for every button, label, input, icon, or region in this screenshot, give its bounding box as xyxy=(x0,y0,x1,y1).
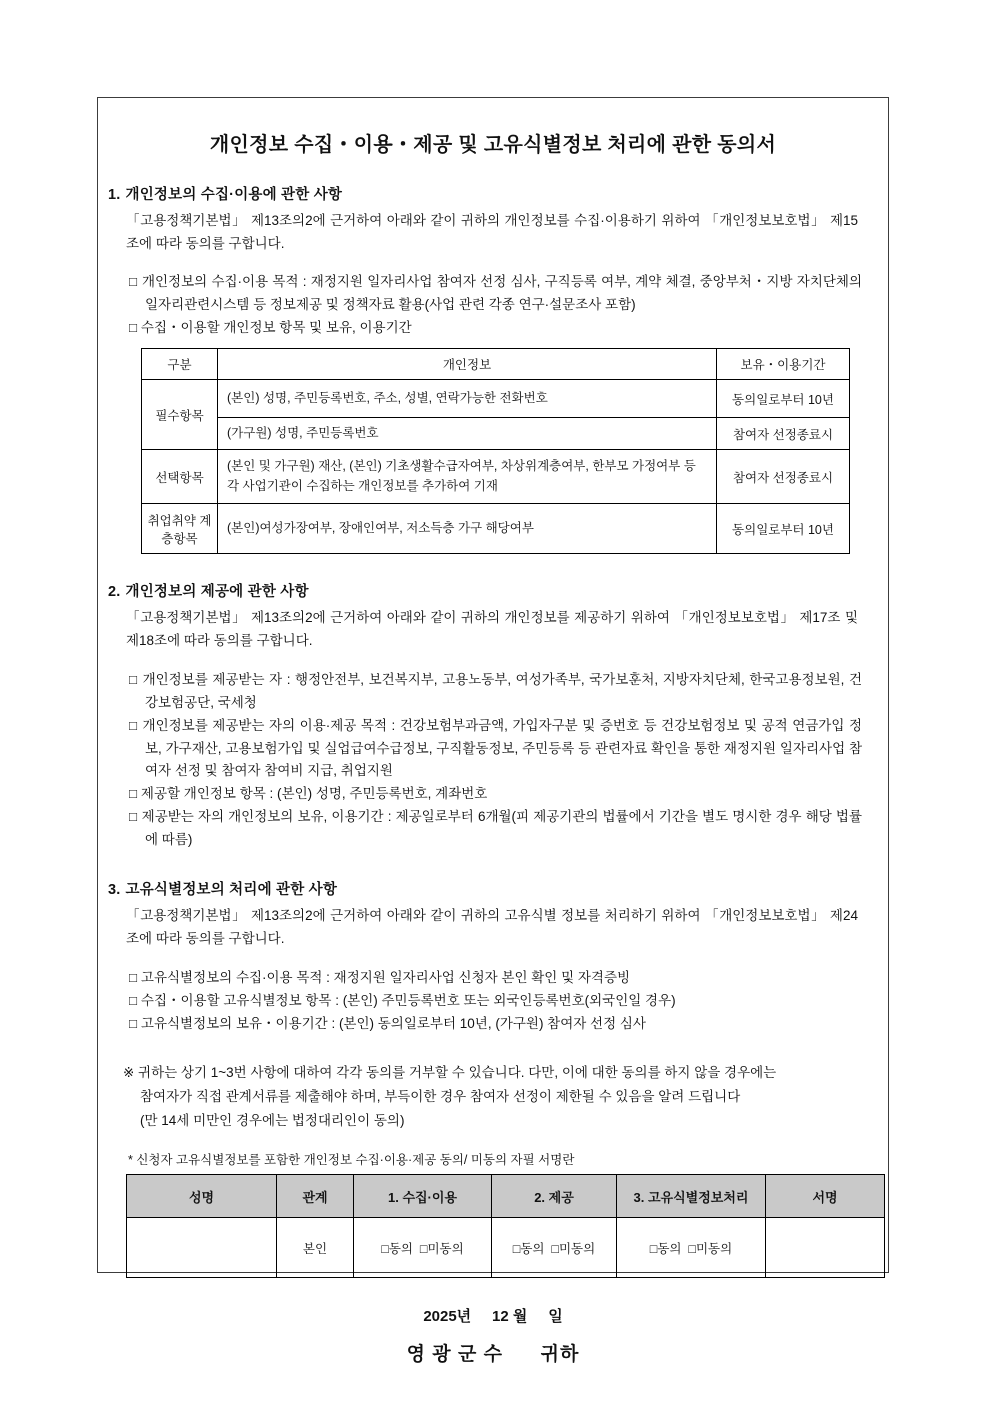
personal-info-table xyxy=(141,348,850,554)
signature-table-caption: * 신청자 고유식별정보를 포함한 개인정보 수집·이용·제공 동의/ 미동의 자필 서명란 xyxy=(128,1153,575,1168)
page-title: 개인정보 수집・이용・제공 및 고유식별정보 처리에 관한 동의서 xyxy=(209,134,777,156)
optional-period: 참여자 선정종료시 xyxy=(717,450,850,504)
col-header-consent-provision: 2. 제공 xyxy=(492,1175,617,1218)
date-line: 2025년 12 월 일 xyxy=(423,1308,563,1326)
notice-line-3: (만 14세 미만인 경우에는 법정대리인이 동의) xyxy=(140,1112,405,1128)
section-1-heading xyxy=(108,183,888,204)
section-3-bullets xyxy=(129,967,862,1036)
section-1-intro: 「고용정책기본법」 제13조의2에 근거하여 아래와 같이 귀하의 개인정보를 수집·이용하기 위하여 「개인정보보호법」 제15조에 따라 동의를 구합니다. xyxy=(126,213,858,252)
addressee-line: 영 광 군 수 귀하 xyxy=(406,1344,580,1366)
vulnerable-period: 동의일로부터 10년 xyxy=(717,504,850,554)
consent-provision-checkboxes[interactable]: □동의 □미동의 xyxy=(492,1218,617,1278)
table-header-row xyxy=(142,349,850,380)
required-household-period: 참여자 선정종료시 xyxy=(717,418,850,450)
col-header-personal-info: 개인정보 xyxy=(218,349,717,380)
section-1-title: 개인정보의 수집·이용에 관한 사항 xyxy=(125,187,343,203)
bullet-items-period: □ 수집・이용할 개인정보 항목 및 보유, 이용기간 xyxy=(129,320,412,336)
col-header-retention: 보유・이용기간 xyxy=(717,349,850,380)
refusal-notice xyxy=(123,1061,858,1132)
bullet-purpose: □ 개인정보의 수집·이용 목적 : 재정지원 일자리사업 참여자 선정 심사, 구직등록 여부, 계약 체결, 중앙부처・지방 자치단체의 일자리관련시스템 등 정보제공 및 정책자료 활용(사업 관련 각종 연구·설문조사 포함) xyxy=(129,274,862,313)
consent-collection-checkboxes[interactable]: □동의 □미동의 xyxy=(354,1218,492,1278)
required-self-items: (본인) 성명, 주민등록번호, 주소, 성별, 연락가능한 전화번호 xyxy=(218,380,717,418)
consent-form-page xyxy=(97,97,889,1366)
signature-field[interactable] xyxy=(766,1218,885,1278)
section-3-title: 고유식별정보의 처리에 관한 사항 xyxy=(125,882,338,899)
section-provision xyxy=(98,580,888,852)
notice-line-1: ※ 귀하는 상기 1~3번 사항에 대하여 각각 동의를 거부할 수 있습니다. 다만, 이에 대한 동의를 하지 않을 경우에는 xyxy=(123,1065,777,1081)
section-2-bullets xyxy=(129,669,862,853)
name-field[interactable] xyxy=(127,1218,277,1278)
section-2-number: 2. xyxy=(108,584,121,601)
optional-items: (본인 및 가구원) 재산, (본인) 기초생활수급자여부, 차상위계층여부, 한부모 가정여부 등 각 사업기관이 수집하는 개인정보를 추가하여 기재 xyxy=(218,450,717,504)
col-header-consent-collection: 1. 수집·이용 xyxy=(354,1175,492,1218)
vulnerable-items: (본인)여성가장여부, 장애인여부, 저소득층 가구 해당여부 xyxy=(218,504,717,554)
section-2-heading xyxy=(108,580,888,601)
table-row xyxy=(142,504,850,554)
section-2-title: 개인정보의 제공에 관한 사항 xyxy=(125,584,309,601)
bullet-provided-items: □ 제공할 개인정보 항목 : (본인) 성명, 주민등록번호, 계좌번호 xyxy=(129,786,488,802)
required-household-items: (가구원) 성명, 주민등록번호 xyxy=(218,418,717,450)
bullet-recipients: □ 개인정보를 제공받는 자 : 행정안전부, 보건복지부, 고용노동부, 여성가족부, 국가보훈처, 지방자치단체, 한국고용정보원, 건강보험공단, 국세청 xyxy=(129,671,862,710)
section-3-heading xyxy=(108,878,888,899)
notice-line-2: 참여자가 직접 관계서류를 제출해야 하며, 부득이한 경우 참여자 선정이 제한될 수 있음을 알려 드립니다 xyxy=(140,1089,741,1105)
section-1-number: 1. xyxy=(108,187,121,203)
category-vulnerable: 취업취약 계층항목 xyxy=(142,504,218,554)
relation-value: 본인 xyxy=(277,1218,354,1278)
table-row xyxy=(142,450,850,504)
section-unique-id xyxy=(98,878,888,1035)
table-row xyxy=(142,380,850,418)
col-header-signature: 서명 xyxy=(766,1175,885,1218)
section-2-intro: 「고용정책기본법」 제13조의2에 근거하여 아래와 같이 귀하의 개인정보를 제공하기 위하여 「개인정보보호법」 제17조 및 제18조에 따라 동의를 구합니다. xyxy=(126,610,858,649)
table-row xyxy=(142,418,850,450)
category-optional: 선택항목 xyxy=(142,450,218,504)
section-3-intro: 「고용정책기본법」 제13조의2에 근거하여 아래와 같이 귀하의 고유식별 정보를 처리하기 위하여 「개인정보보호법」 제24조에 따라 동의를 구합니다. xyxy=(126,908,858,947)
col-header-relation: 관계 xyxy=(277,1175,354,1218)
section-1-bullets xyxy=(129,271,862,340)
required-self-period: 동의일로부터 10년 xyxy=(717,380,850,418)
consent-uid-checkboxes[interactable]: □동의 □미동의 xyxy=(617,1218,766,1278)
col-header-consent-uid: 3. 고유식별정보처리 xyxy=(617,1175,766,1218)
bullet-recipient-purpose: □ 개인정보를 제공받는 자의 이용·제공 목적 : 건강보험부과금액, 가입자구분 및 증번호 등 건강보험정보 및 공적 연금가입 정보, 가구재산, 고용보험가입 및 실업급여수급정보, 구직활동정보, 주민등록 등 관련자료 확인을 통한 재정지원 일자리사업 참여자 선정 및 참여자 참여비 지급, 취업지원 xyxy=(129,717,862,779)
bullet-uid-retention: □ 고유식별정보의 보유・이용기간 : (본인) 동의일로부터 10년, (가구원) 참여자 선정 심사 xyxy=(129,1015,646,1031)
bullet-uid-items: □ 수집・이용할 고유식별정보 항목 : (본인) 주민등록번호 또는 외국인등록번호(외국인일 경우) xyxy=(129,992,676,1008)
section-3-number: 3. xyxy=(108,882,121,899)
section-collection-use xyxy=(98,183,888,554)
col-header-name: 성명 xyxy=(127,1175,277,1218)
signature-row xyxy=(127,1218,885,1278)
col-header-category: 구분 xyxy=(142,349,218,380)
bullet-recipient-retention: □ 제공받는 자의 개인정보의 보유, 이용기간 : 제공일로부터 6개월(피 제공기관의 법률에서 기간을 별도 명시한 경우 해당 법률에 따름) xyxy=(129,809,862,848)
bullet-uid-purpose: □ 고유식별정보의 수집·이용 목적 : 재정지원 일자리사업 신청자 본인 확인 및 자격증빙 xyxy=(129,969,631,985)
signature-header-row xyxy=(127,1175,885,1218)
signature-table xyxy=(126,1174,885,1278)
category-required: 필수항목 xyxy=(142,380,218,450)
